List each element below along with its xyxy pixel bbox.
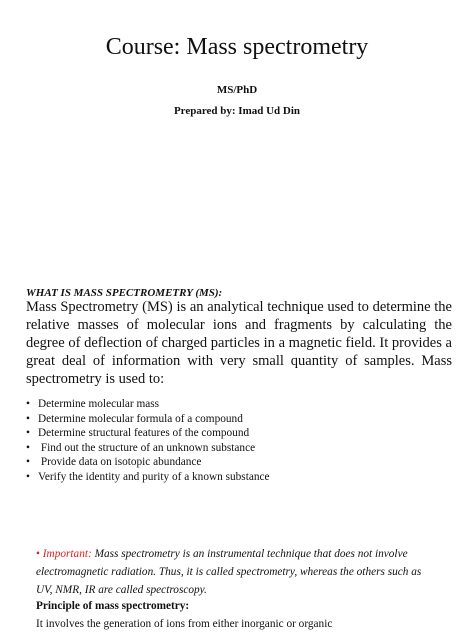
list-item-text: Provide data on isotopic abundance (38, 456, 202, 469)
list-item (26, 441, 456, 456)
principle-heading: Principle of mass spectrometry: (36, 600, 190, 612)
list-item (26, 397, 456, 412)
list-item (26, 455, 456, 470)
note-bullet-icon: • (36, 548, 40, 560)
bullet-icon: • (26, 398, 30, 410)
list-item-text: Determine structural features of the compound (38, 427, 250, 440)
uses-list (26, 397, 456, 485)
bullet-icon: • (26, 441, 30, 454)
important-note (36, 545, 436, 599)
intro-paragraph: Mass Spectrometry (MS) is an analytical technique used to determine the relative masses of molecular ions and fragments by calculating the degree of deflection of charged particles in a magnetic field. It provides a great deal of information with very small quantity of samples. Mass spectrometry is used to: (26, 299, 452, 387)
bullet-icon: • (26, 427, 30, 440)
list-item (26, 426, 456, 441)
author-line: Prepared by: Imad Ud Din (173, 105, 301, 117)
bullet-icon: • (26, 412, 30, 425)
course-title: Course: Mass spectrometry (105, 34, 369, 60)
section-heading: WHAT IS MASS SPECTROMETRY (MS): (26, 287, 223, 299)
principle-text: It involves the generation of ions from either inorganic or organic (36, 618, 333, 630)
list-item (26, 470, 456, 485)
degree-label: MS/PhD (216, 84, 258, 96)
bullet-icon: • (26, 470, 30, 483)
note-label: Important: (42, 548, 92, 560)
list-item-text: Determine molecular formula of a compound (38, 412, 243, 425)
list-item (26, 412, 456, 427)
bullet-icon: • (26, 456, 30, 469)
list-item-text: Determine molecular mass (38, 398, 160, 410)
list-item-text: Find out the structure of an unknown substance (38, 441, 256, 454)
note-text: Mass spectrometry is an instrumental technique that does not involve electromagnetic radiation. Thus, it is called spectrometry, whereas the others such as UV, NMR, IR are called spectroscopy. (36, 548, 422, 596)
list-item-text: Verify the identity and purity of a known substance (38, 470, 270, 483)
